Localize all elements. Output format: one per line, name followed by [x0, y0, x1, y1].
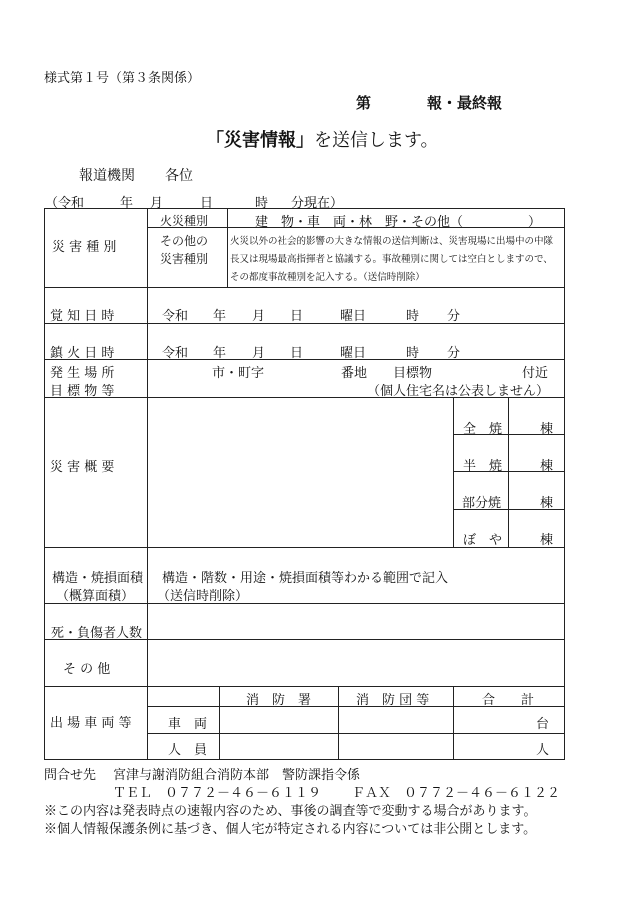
- damage-kind-0: 全 焼: [463, 422, 503, 437]
- disaster-type-label: 災 害 種 別: [52, 240, 117, 255]
- date-month: 月: [150, 196, 164, 211]
- disaster-note-1: 火災以外の社会的影響の大きな情報の送信判断は、災害現場に出場中の中隊: [230, 236, 554, 247]
- structure-text-2: （送信時削除）: [157, 589, 249, 604]
- disaster-note-3: その都度事故種別を記入する。（送信時削除）: [230, 272, 425, 283]
- detection-time-label: 覚 知 日 時: [50, 309, 115, 324]
- detection-year: 年: [213, 309, 227, 324]
- other-label: そ の 他: [63, 662, 111, 677]
- form-number: 様式第１号（第３条関係）: [44, 71, 201, 86]
- structure-text-1: 構造・階数・用途・焼損面積等わかる範囲で記入: [162, 571, 449, 586]
- detection-hour: 時: [406, 309, 420, 324]
- extinguish-weekday: 曜日: [340, 346, 367, 361]
- damage-unit-3: 棟: [540, 533, 554, 548]
- dispatch-col-fire-corps: 消 防 団 等: [356, 693, 430, 708]
- fire-type-label: 火災種別: [160, 214, 209, 228]
- detection-month: 月: [252, 309, 266, 324]
- damage-unit-1: 棟: [540, 459, 554, 474]
- note-0: ※この内容は発表時点の速報内容のため、事後の調査等で変動する場合があります。: [44, 804, 537, 819]
- detection-reiwa: 令和: [162, 309, 189, 324]
- damage-kind-1: 半 焼: [463, 459, 503, 474]
- location-landmark: 目標物: [393, 366, 433, 381]
- dispatch-col-fire-station: 消 防 署: [246, 693, 312, 708]
- summary-label: 災 害 概 要: [50, 460, 115, 475]
- note-1: ※個人情報保護条例に基づき、個人宅が特定される内容については非公開とします。: [44, 822, 537, 837]
- contact-tel: ＴＥＬ ０７７２－４６－６１１９: [113, 786, 322, 801]
- contact-fax: ＦＡＸ ０７７２－４６－６１２２: [352, 786, 561, 801]
- addressee-all: 各位: [165, 168, 193, 184]
- dispatch-row-people: 人 員: [168, 743, 208, 758]
- structure-label-1: 構造・焼損面積: [52, 571, 144, 586]
- extinguish-reiwa: 令和: [162, 346, 189, 361]
- date-year: 年: [120, 196, 134, 211]
- extinguish-time-label: 鎮 火 日 時: [50, 346, 115, 361]
- damage-unit-2: 棟: [540, 496, 554, 511]
- other-type-label-2: 災害種別: [160, 252, 209, 266]
- contact-label: 問合せ先: [44, 768, 97, 783]
- disaster-note-2: 長又は現場最高指揮者と協議する。事故種別に関しては空白としますので、: [230, 254, 553, 265]
- extinguish-minute: 分: [447, 346, 461, 361]
- report-title-dai: 第: [356, 94, 372, 112]
- extinguish-month: 月: [252, 346, 266, 361]
- location-label-1: 発 生 場 所: [50, 366, 115, 381]
- fire-type-options: 建 物・車 両・林 野・その他（ ）: [255, 215, 542, 230]
- other-type-label-1: その他の: [160, 234, 209, 248]
- dispatch-label: 出 場 車 両 等: [50, 716, 132, 731]
- date-day: 日: [200, 196, 214, 211]
- casualties-label: 死・負傷者人数: [51, 626, 143, 641]
- detection-weekday: 曜日: [340, 309, 367, 324]
- extinguish-year: 年: [213, 346, 227, 361]
- location-privacy-note: （個人住宅名は公表しません）: [367, 384, 550, 399]
- detection-day: 日: [290, 309, 304, 324]
- date-minute-current: 分現在）: [291, 196, 344, 211]
- dispatch-unit-vehicles: 台: [536, 717, 550, 732]
- location-banchi: 番地: [341, 366, 368, 381]
- location-city: 市・町字: [212, 366, 265, 381]
- extinguish-hour: 時: [406, 346, 420, 361]
- table-outer-border: [45, 209, 565, 760]
- damage-kind-2: 部分焼: [462, 496, 502, 511]
- dispatch-row-vehicles: 車 両: [168, 717, 208, 732]
- date-open: （令和: [45, 196, 85, 211]
- addressee-org: 報道機関: [79, 168, 135, 184]
- report-title-final: 報・最終報: [427, 94, 503, 112]
- subtitle: [206, 126, 439, 152]
- subtitle-quoted: 「災害情報」: [206, 130, 314, 151]
- subtitle-rest: を送信します。: [314, 130, 439, 151]
- date-hour: 時: [255, 196, 269, 211]
- location-vicinity: 付近: [522, 366, 549, 381]
- dispatch-unit-people: 人: [536, 743, 550, 758]
- structure-label-2: （概算面積）: [56, 589, 135, 604]
- damage-unit-0: 棟: [540, 422, 554, 437]
- damage-kind-3: ぼ や: [463, 533, 503, 548]
- extinguish-day: 日: [290, 346, 304, 361]
- dispatch-col-total: 合 計: [482, 693, 535, 708]
- contact-org: 宮津与謝消防組合消防本部 警防課指令係: [113, 768, 361, 783]
- detection-minute: 分: [447, 309, 461, 324]
- location-label-2: 目 標 物 等: [50, 384, 115, 399]
